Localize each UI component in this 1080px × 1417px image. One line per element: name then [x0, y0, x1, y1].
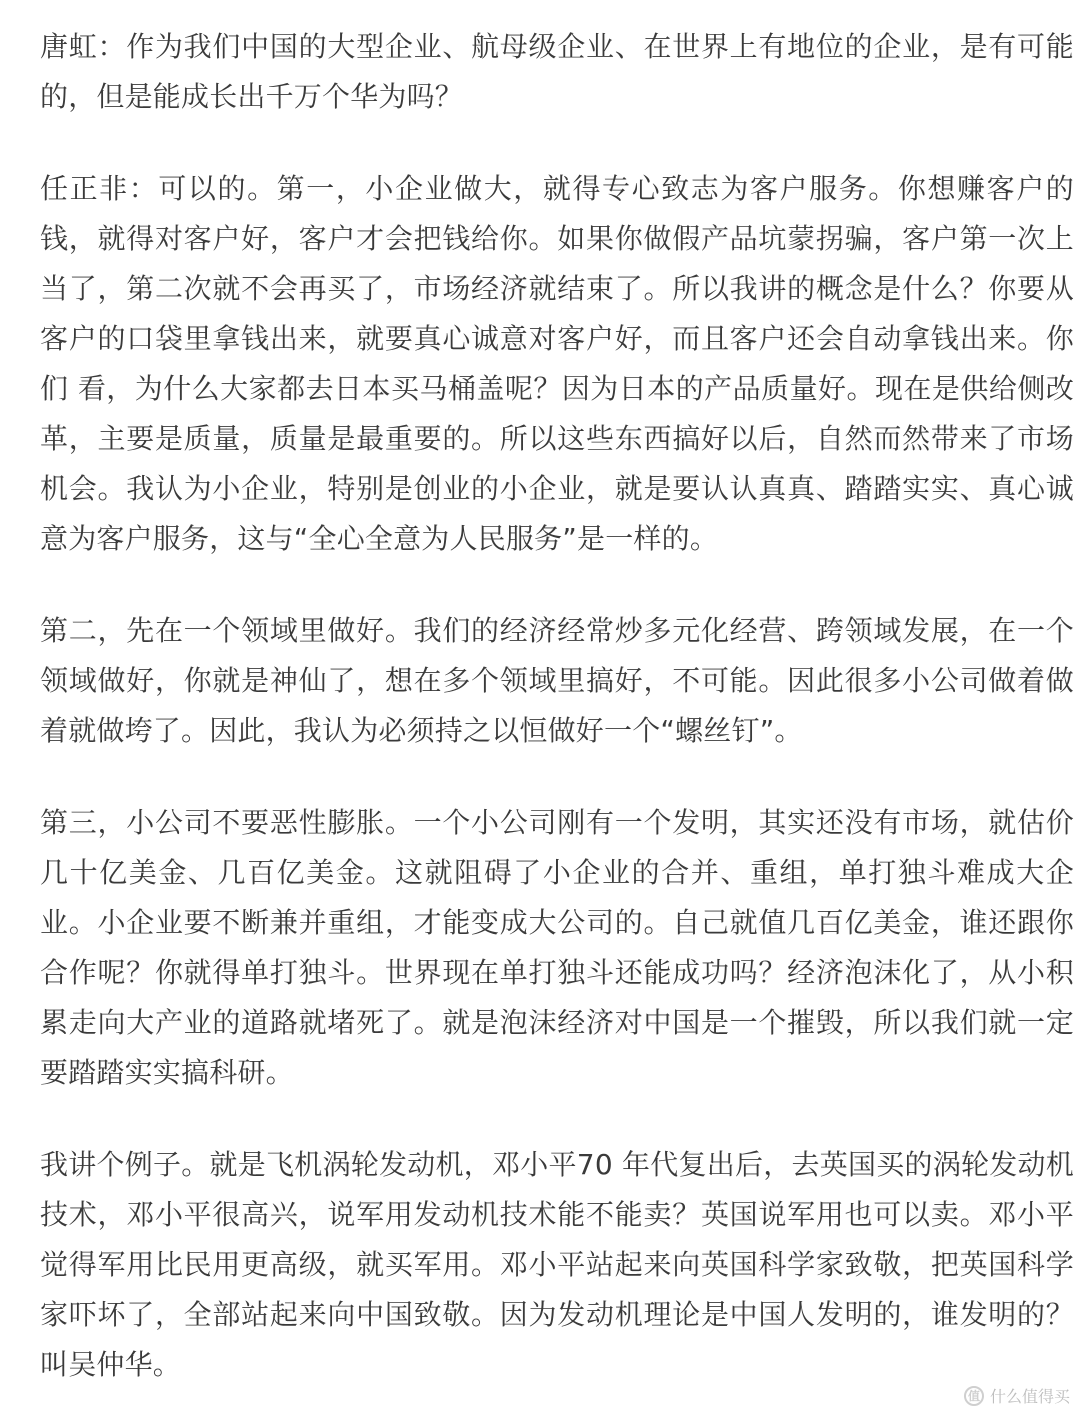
- paragraph-second: 第二，先在一个领域里做好。我们的经济经常炒多元化经营、跨领域发展，在一个领域做好，你就是神仙了，想在多个领域里搞好，不可能。因此很多小公司做着做着就做垮了。因此，我认为必须持之以恒做好一个“螺丝钉”。: [40, 614, 1074, 747]
- watermark-text: 什么值得买: [989, 1387, 1070, 1406]
- site-watermark: [964, 1384, 1070, 1407]
- paragraph-answer-first: 任正非：可以的。第一，小企业做大，就得专心致志为客户服务。你想赚客户的钱，就得对客户好，客户才会把钱给你。如果你做假产品坑蒙拐骗，客户第一次上当了，第二次就不会再买了，市场经济就结束了。所以我讲的概念是什么？你要从客户的口袋里拿钱出来，就要真心诚意对客户好，而且客户还会自动拿钱出来。你们 看，为什么大家都去日本买马桶盖呢？因为日本的产品质量好。现在是供给侧改革，主要是质量，质量是最重要的。所以这些东西搞好以后，自然而然带来了市场机会。我认为小企业，特别是创业的小企业，就是要认认真真、踏踏实实、真心诚意为客户服务，这与“全心全意为人民服务”是一样的。: [40, 172, 1074, 555]
- article-body: [40, 22, 1074, 1390]
- watermark-logo-icon: 值: [964, 1386, 984, 1406]
- paragraph-third: 第三，小公司不要恶性膨胀。一个小公司刚有一个发明，其实还没有市场，就估价几十亿美金、几百亿美金。这就阻碍了小企业的合并、重组，单打独斗难成大企业。小企业要不断兼并重组，才能变成大公司的。自己就值几百亿美金，谁还跟你合作呢？你就得单打独斗。世界现在单打独斗还能成功吗？经济泡沫化了，从小积累走向大产业的道路就堵死了。就是泡沫经济对中国是一个摧毁，所以我们就一定要踏踏实实搞科研。: [40, 806, 1074, 1089]
- paragraph-question: 唐虹：作为我们中国的大型企业、航母级企业、在世界上有地位的企业，是有可能的，但是能成长出千万个华为吗？: [40, 30, 1074, 113]
- paragraph-example: 我讲个例子。就是飞机涡轮发动机，邓小平70 年代复出后，去英国买的涡轮发动机技术，邓小平很高兴，说军用发动机技术能不能卖？英国说军用也可以卖。邓小平觉得军用比民用更高级，就买军用。邓小平站起来向英国科学家致敬，把英国科学家吓坏了，全部站起来向中国致敬。因为发动机理论是中国人发明的，谁发明的？叫吴仲华。: [40, 1148, 1074, 1381]
